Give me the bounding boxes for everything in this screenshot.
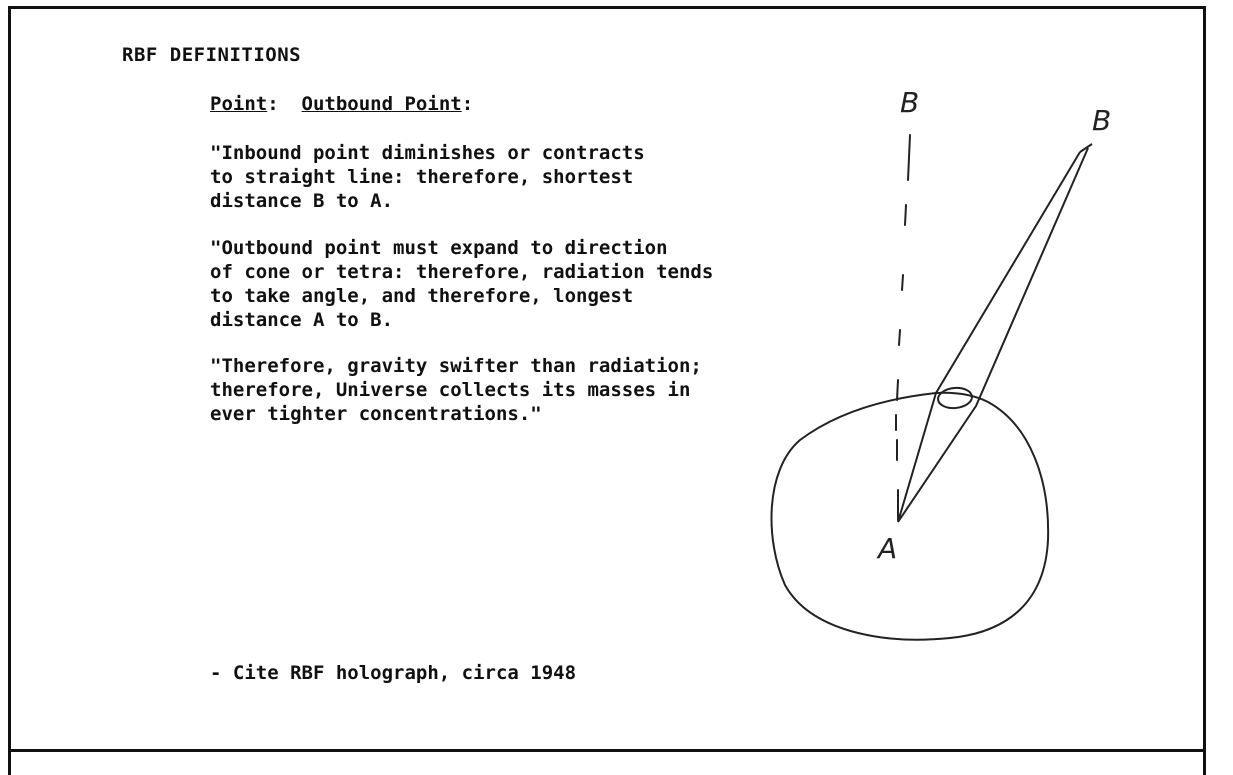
paragraph-gravity: "Therefore, gravity swifter than radiation; therefore, Universe collects its masses in ever tighter concentrations." bbox=[210, 355, 702, 425]
subhead-colon: : bbox=[267, 93, 279, 115]
subhead-colon-end: : bbox=[461, 93, 474, 115]
sketch-dashed-line bbox=[896, 135, 910, 520]
subhead-outbound-point: Outbound Point bbox=[301, 93, 462, 115]
hand-sketch bbox=[740, 80, 1160, 660]
sketch-cone-right bbox=[898, 148, 1088, 522]
sketch-cone-left bbox=[898, 152, 1080, 522]
subhead-point: Point bbox=[210, 93, 268, 115]
label-b-right: B bbox=[1092, 104, 1112, 137]
definition-subhead bbox=[210, 93, 473, 115]
label-b-top: B bbox=[900, 86, 920, 119]
card-edge-left bbox=[8, 752, 11, 775]
label-a: A bbox=[878, 532, 898, 565]
page-title: RBF DEFINITIONS bbox=[122, 44, 302, 66]
sketch-blob bbox=[771, 393, 1048, 640]
card-edge-right bbox=[1203, 752, 1206, 775]
sketch-neck-ellipse bbox=[937, 387, 973, 410]
citation: - Cite RBF holograph, circa 1948 bbox=[210, 662, 577, 684]
paragraph-inbound: "Inbound point diminishes or contracts to straight line: therefore, shortest distance B to A. bbox=[210, 142, 645, 212]
paragraph-outbound: "Outbound point must expand to direction of cone or tetra: therefore, radiation tends to take angle, and therefore, longest distance A to B. bbox=[210, 237, 714, 331]
